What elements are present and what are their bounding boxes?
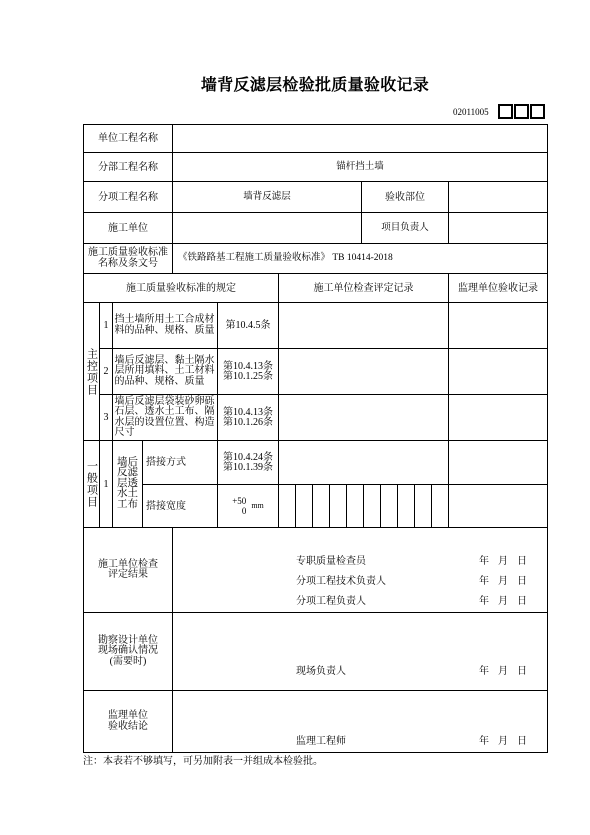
general-item-1-no: 1 [99, 440, 113, 528]
contractor-value-cell [172, 212, 362, 244]
supervisor-conclusion-label-stack [108, 711, 148, 732]
date-year: 年 [479, 666, 489, 677]
project-manager-label: 项目负责人 [361, 212, 449, 244]
date-year: 年 [479, 556, 489, 567]
date-day: 日 [517, 556, 527, 567]
design-confirmation-content-cell [172, 612, 548, 691]
column-header-supervisor-record: 监理单位验收记录 [448, 273, 548, 303]
main-item-2-desc: 墙后反滤层、黏土隔水层所用填料、土工材料的品种、规格、质量 [114, 354, 215, 387]
unit-project-value-cell [172, 124, 548, 153]
form-code-box-3 [530, 104, 545, 119]
division-label: 分部工程名称 [83, 152, 173, 182]
general-group-label [83, 440, 100, 528]
supervisor-conclusion-content-cell [172, 690, 548, 753]
main-item-3-clauses [223, 408, 273, 427]
main-item-1-clause-1: 第10.4.5条 [225, 319, 271, 331]
main-control-group-label [83, 302, 100, 441]
lap-method-clause-1: 第10.4.24条 [223, 452, 273, 463]
date-day: 日 [517, 736, 527, 747]
measurement-cell [431, 484, 449, 528]
main-item-1-desc: 挡土墙所用土工合成材料的品种、规格、质量 [114, 314, 215, 336]
lap-method-clauses [223, 453, 273, 472]
measurement-cell [346, 484, 364, 528]
main-item-3-no: 3 [99, 394, 113, 441]
form-title: 墙背反滤层检验批质量验收记录 [200, 75, 430, 94]
main-control-label: 主控项目 [85, 347, 98, 396]
main-item-1-supervisor-record-cell [448, 302, 548, 349]
standard-label-line-1: 施工质量验收标准 [88, 247, 168, 258]
date-month: 月 [498, 556, 508, 567]
main-item-1-desc-cell [112, 302, 218, 349]
date-day: 日 [517, 576, 527, 587]
measurement-cell [329, 484, 347, 528]
measurement-cell [397, 484, 415, 528]
form-code-box-2 [514, 104, 529, 119]
date-month: 月 [498, 596, 508, 607]
design-confirmation-label-line-2: 现场确认情况 [98, 645, 158, 657]
sub-item-value: 墙背反滤层 [172, 181, 362, 213]
supervisor-conclusion-label-line-2: 验收结论 [108, 720, 148, 732]
signer-supervising-engineer: 监理工程师 [296, 736, 346, 747]
main-item-2-clauses [223, 362, 273, 381]
design-confirmation-label-line-1: 勘察设计单位 [98, 634, 158, 646]
general-label: 一般项目 [85, 460, 98, 508]
acceptance-location-value-cell [448, 181, 548, 213]
general-item-1-name-cell [112, 440, 143, 528]
main-item-2-supervisor-record-cell [448, 348, 548, 395]
lap-width-tolerance-stack [232, 496, 246, 516]
main-item-2-clause-cell [217, 348, 279, 395]
date-year: 年 [479, 736, 489, 747]
main-item-2-clause-1: 第10.4.13条 [223, 361, 273, 372]
main-item-3-clause-2: 第10.1.26条 [223, 416, 273, 428]
lap-method-contractor-check-cell [278, 440, 449, 485]
contractor-result-label-line-1: 施工单位检查 [98, 558, 158, 570]
division-value: 锚杆挡土墙 [172, 152, 548, 182]
date-day: 日 [517, 596, 527, 607]
date-month: 月 [498, 666, 508, 677]
signer-quality-inspector: 专职质量检查员 [296, 556, 366, 567]
contractor-result-label [83, 527, 173, 613]
contractor-label: 施工单位 [83, 212, 173, 244]
measurement-cell [312, 484, 330, 528]
main-item-1-contractor-check-cell [278, 302, 449, 349]
footnote: 注：本表若不够填写，可另加附表一并组成本检验批。 [83, 756, 323, 767]
acceptance-location-label: 验收部位 [361, 181, 449, 213]
main-item-3-supervisor-record-cell [448, 394, 548, 441]
main-item-3-desc: 墙后反滤层袋装砂卵砾石层、透水土工布、隔水层的设置位置、构造尺寸 [114, 395, 215, 438]
lap-method-clause-cell [217, 440, 279, 485]
measurement-cell [414, 484, 432, 528]
main-item-2-no: 2 [99, 348, 113, 395]
lap-width-label: 搭接宽度 [142, 484, 218, 528]
form-code: 02011005 [453, 107, 489, 117]
lap-width-supervisor-record-cell [448, 484, 548, 528]
unit-project-label: 单位工程名称 [83, 124, 173, 153]
standard-label-stack [88, 248, 168, 269]
main-item-2-desc-cell [112, 348, 218, 395]
measurement-cell [380, 484, 398, 528]
column-header-contractor-check: 施工单位检查评定记录 [278, 273, 449, 303]
main-item-2-clause-2: 第10.1.25条 [223, 370, 273, 382]
date-year: 年 [479, 596, 489, 607]
measurement-cell [278, 484, 296, 528]
measurement-cell [363, 484, 381, 528]
design-confirmation-label-line-3: (需要时) [109, 655, 147, 667]
lap-width-tolerance-upper: +50 [232, 496, 247, 506]
contractor-result-label-stack [98, 560, 158, 581]
date-month: 月 [498, 576, 508, 587]
main-item-1-clauses [226, 321, 271, 331]
design-confirmation-label [83, 612, 173, 691]
column-header-spec: 施工质量验收标准的规定 [83, 273, 279, 303]
design-confirmation-label-stack [98, 636, 158, 668]
main-item-1-clause-cell [217, 302, 279, 349]
main-item-3-desc-cell [112, 394, 218, 441]
lap-method-supervisor-record-cell [448, 440, 548, 485]
date-day: 日 [517, 666, 527, 677]
main-item-3-clause-cell [217, 394, 279, 441]
signer-sub-item-lead: 分项工程负责人 [296, 596, 366, 607]
standard-label-line-2: 名称及条文号 [98, 257, 158, 269]
lap-width-tolerance-unit: mm [251, 501, 264, 510]
main-item-3-clause-1: 第10.4.13条 [223, 407, 273, 418]
lap-width-tolerance-lower: 0 [241, 506, 247, 516]
main-item-3-contractor-check-cell [278, 394, 449, 441]
general-item-1-name: 墙后反滤层透水土工布 [117, 456, 138, 510]
measurement-cell [295, 484, 313, 528]
lap-width-tolerance-cell [217, 484, 279, 528]
lap-method-label: 搭接方式 [142, 440, 218, 485]
date-month: 月 [498, 736, 508, 747]
main-item-2-contractor-check-cell [278, 348, 449, 395]
signer-site-lead: 现场负责人 [296, 666, 346, 677]
sub-item-label: 分项工程名称 [83, 181, 173, 213]
date-year: 年 [479, 576, 489, 587]
supervisor-conclusion-label-line-1: 监理单位 [108, 710, 148, 721]
signer-technical-lead: 分项工程技术负责人 [296, 576, 386, 587]
lap-method-clause-2: 第10.1.39条 [223, 461, 273, 473]
standard-value: 《铁路路基工程施工质量验收标准》 TB 10414-2018 [172, 243, 548, 274]
project-manager-value-cell [448, 212, 548, 244]
contractor-result-label-line-2: 评定结果 [108, 569, 148, 580]
supervisor-conclusion-label [83, 690, 173, 753]
main-item-1-no: 1 [99, 302, 113, 349]
form-code-box-1 [498, 104, 513, 119]
standard-label [83, 243, 173, 274]
